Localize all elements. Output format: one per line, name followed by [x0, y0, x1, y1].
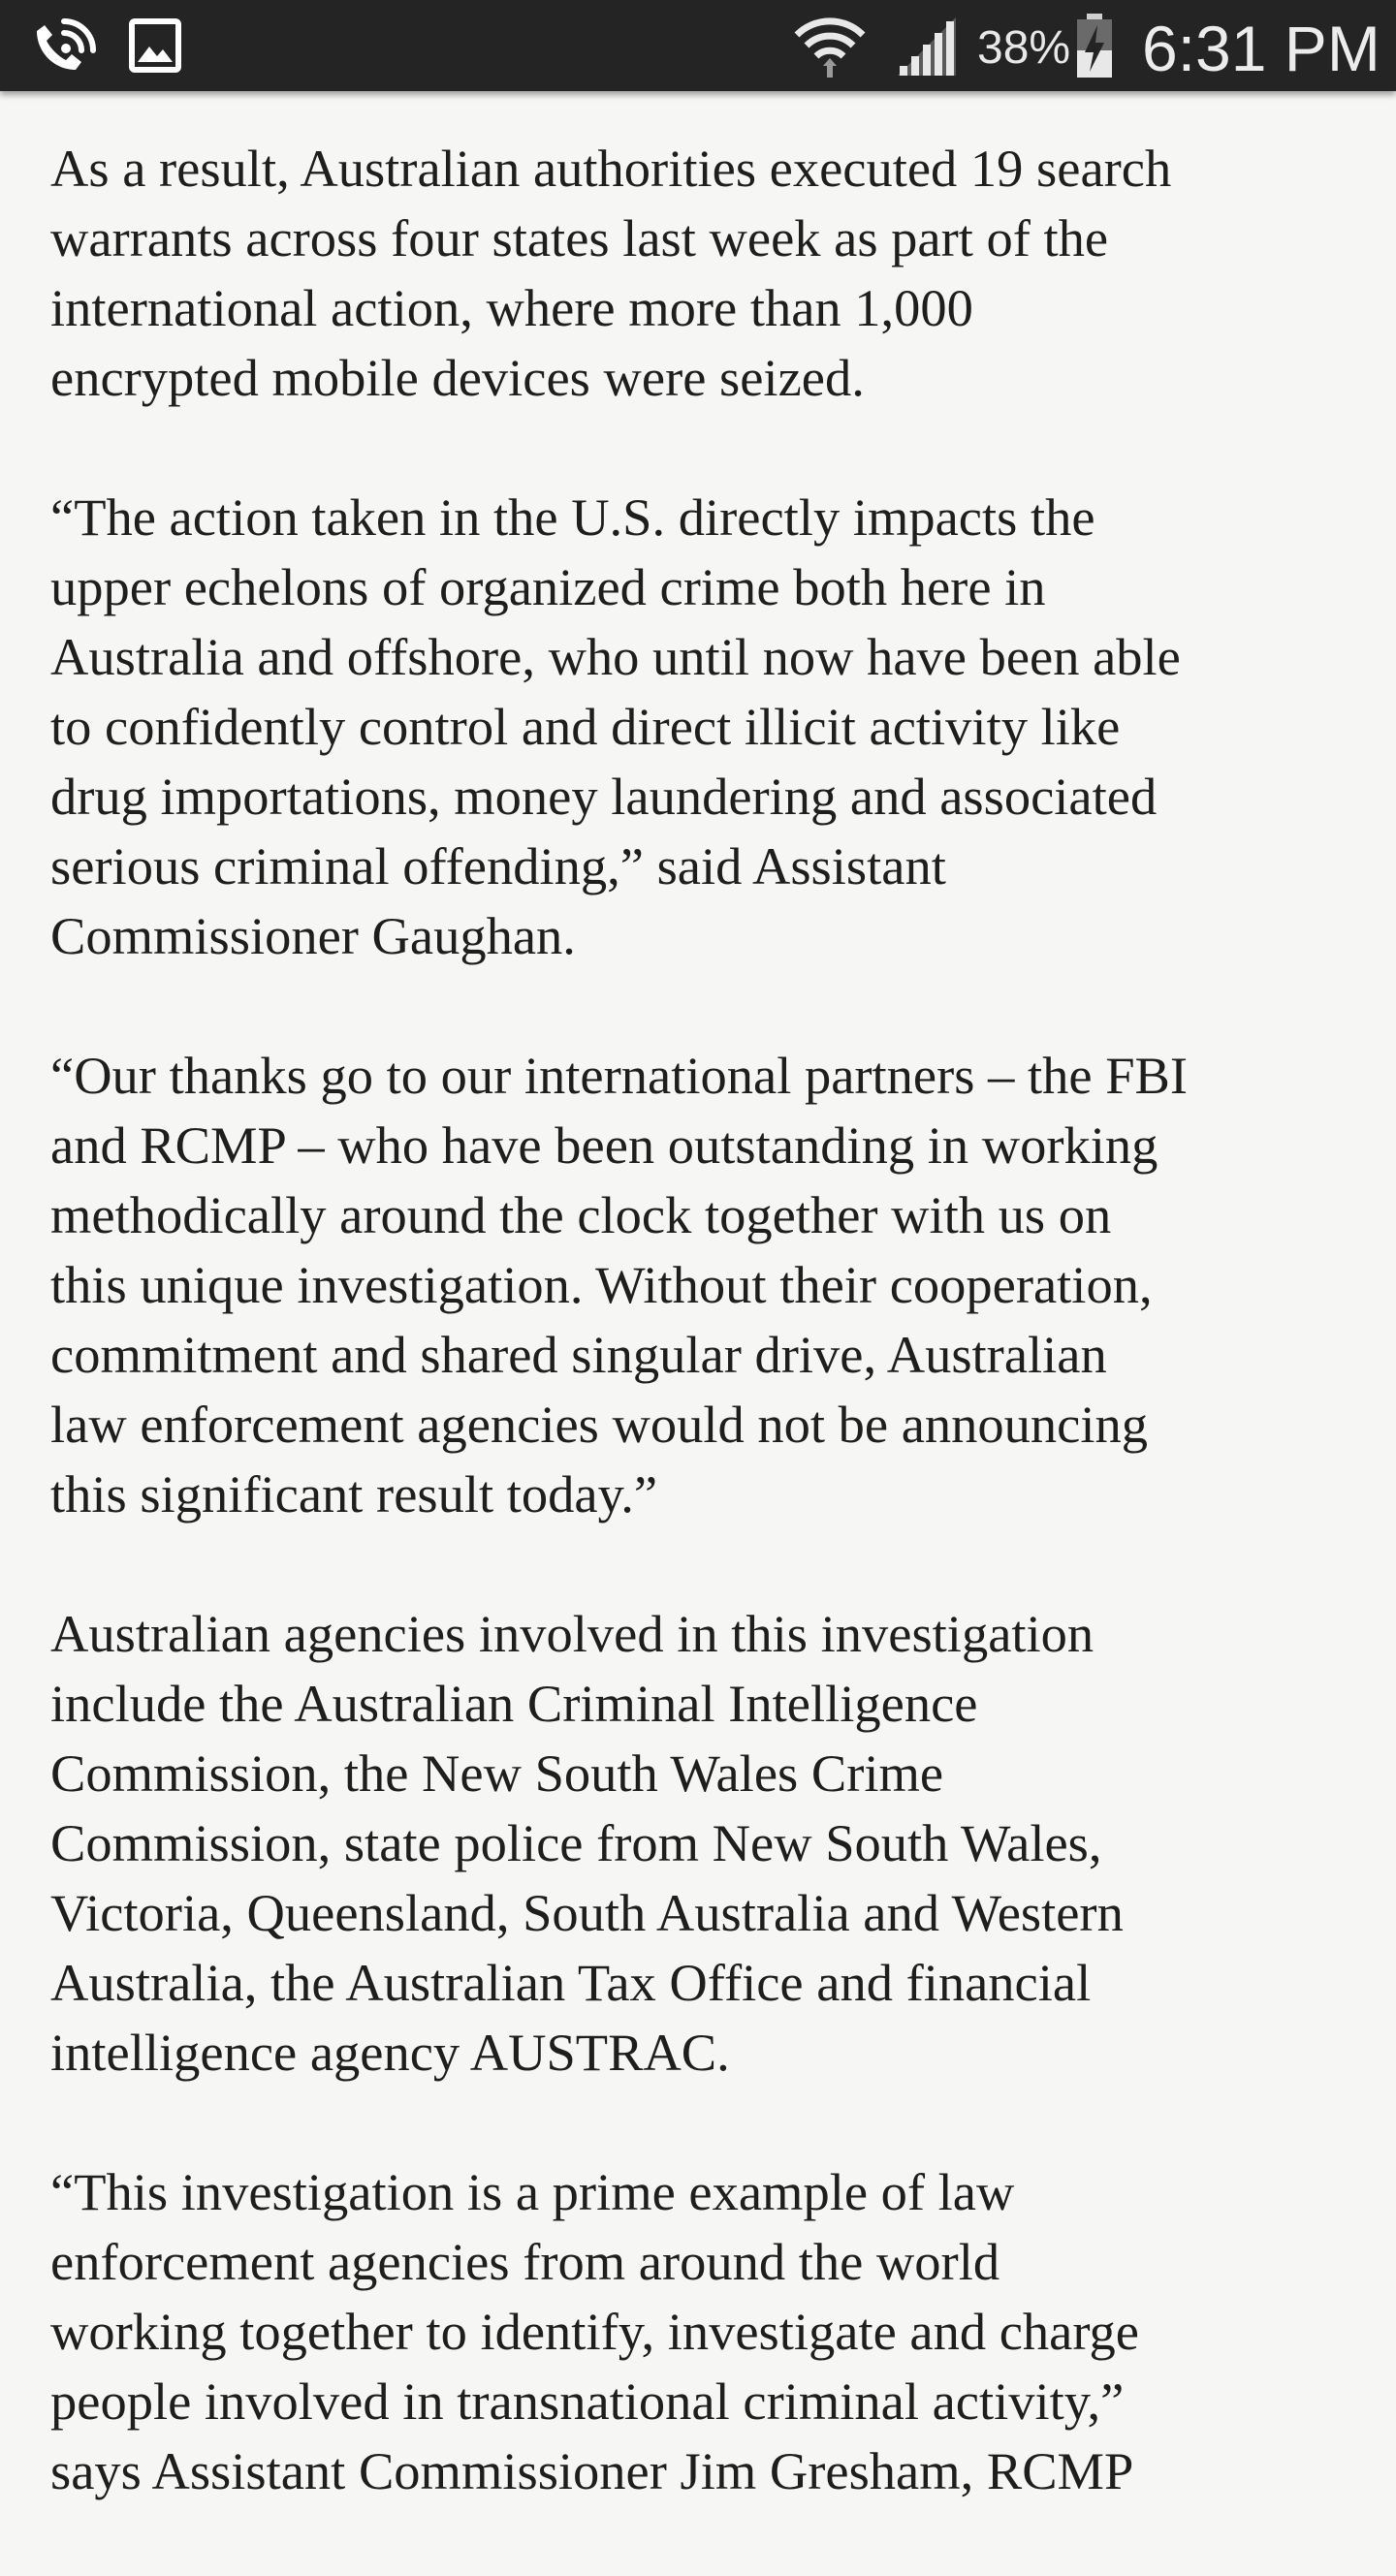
- wifi-icon: [793, 10, 867, 79]
- signal-icon: [890, 14, 960, 78]
- image-notification-icon: [128, 17, 182, 74]
- status-bar: [0, 0, 1396, 91]
- wifi-calling-icon: [27, 14, 101, 78]
- status-clock: 6:31 PM: [1142, 13, 1380, 84]
- article-body: [50, 134, 1369, 2576]
- battery-charging-icon: [1074, 12, 1115, 79]
- article-paragraph: As a result, Australian authorities executed 19 search warrants across four states last week as part of the international action, where more than 1,000 encrypted mobile devices were seized.: [50, 139, 1172, 407]
- article-paragraph: “Our thanks go to our international partners – the FBI and RCMP – who have been outstanding in working methodically around the clock together with us on this unique investigation. Without their cooperation, commitment and shared singular drive, Australian law enforcement agencies would not be announcing this significant result today.”: [50, 1046, 1189, 1524]
- article-paragraph: Australian agencies involved in this investigation include the Australian Criminal Intelligence Commission, the New South Wales Crime Commission, state police from New South Wales, Victoria, Queensland, South Australia and Western Australia, the Australian Tax Office and financial intelligence agency AUSTRAC.: [50, 1604, 1124, 2082]
- article-paragraph: “This investigation is a prime example of law enforcement agencies from around the world working together to identify, investigate and charge people involved in transnational criminal activity,” says Assistant Commissioner Jim Gresham, RCMP: [50, 2162, 1139, 2500]
- battery-percent: 38%: [977, 22, 1071, 74]
- article-paragraph: “The action taken in the U.S. directly impacts the upper echelons of organized crime both here in Australia and offshore, who until now have been able to confidently control and direct illicit activity like drug importations, money laundering and associated serious criminal offending,” said Assistant Commissioner Gaughan.: [50, 487, 1181, 965]
